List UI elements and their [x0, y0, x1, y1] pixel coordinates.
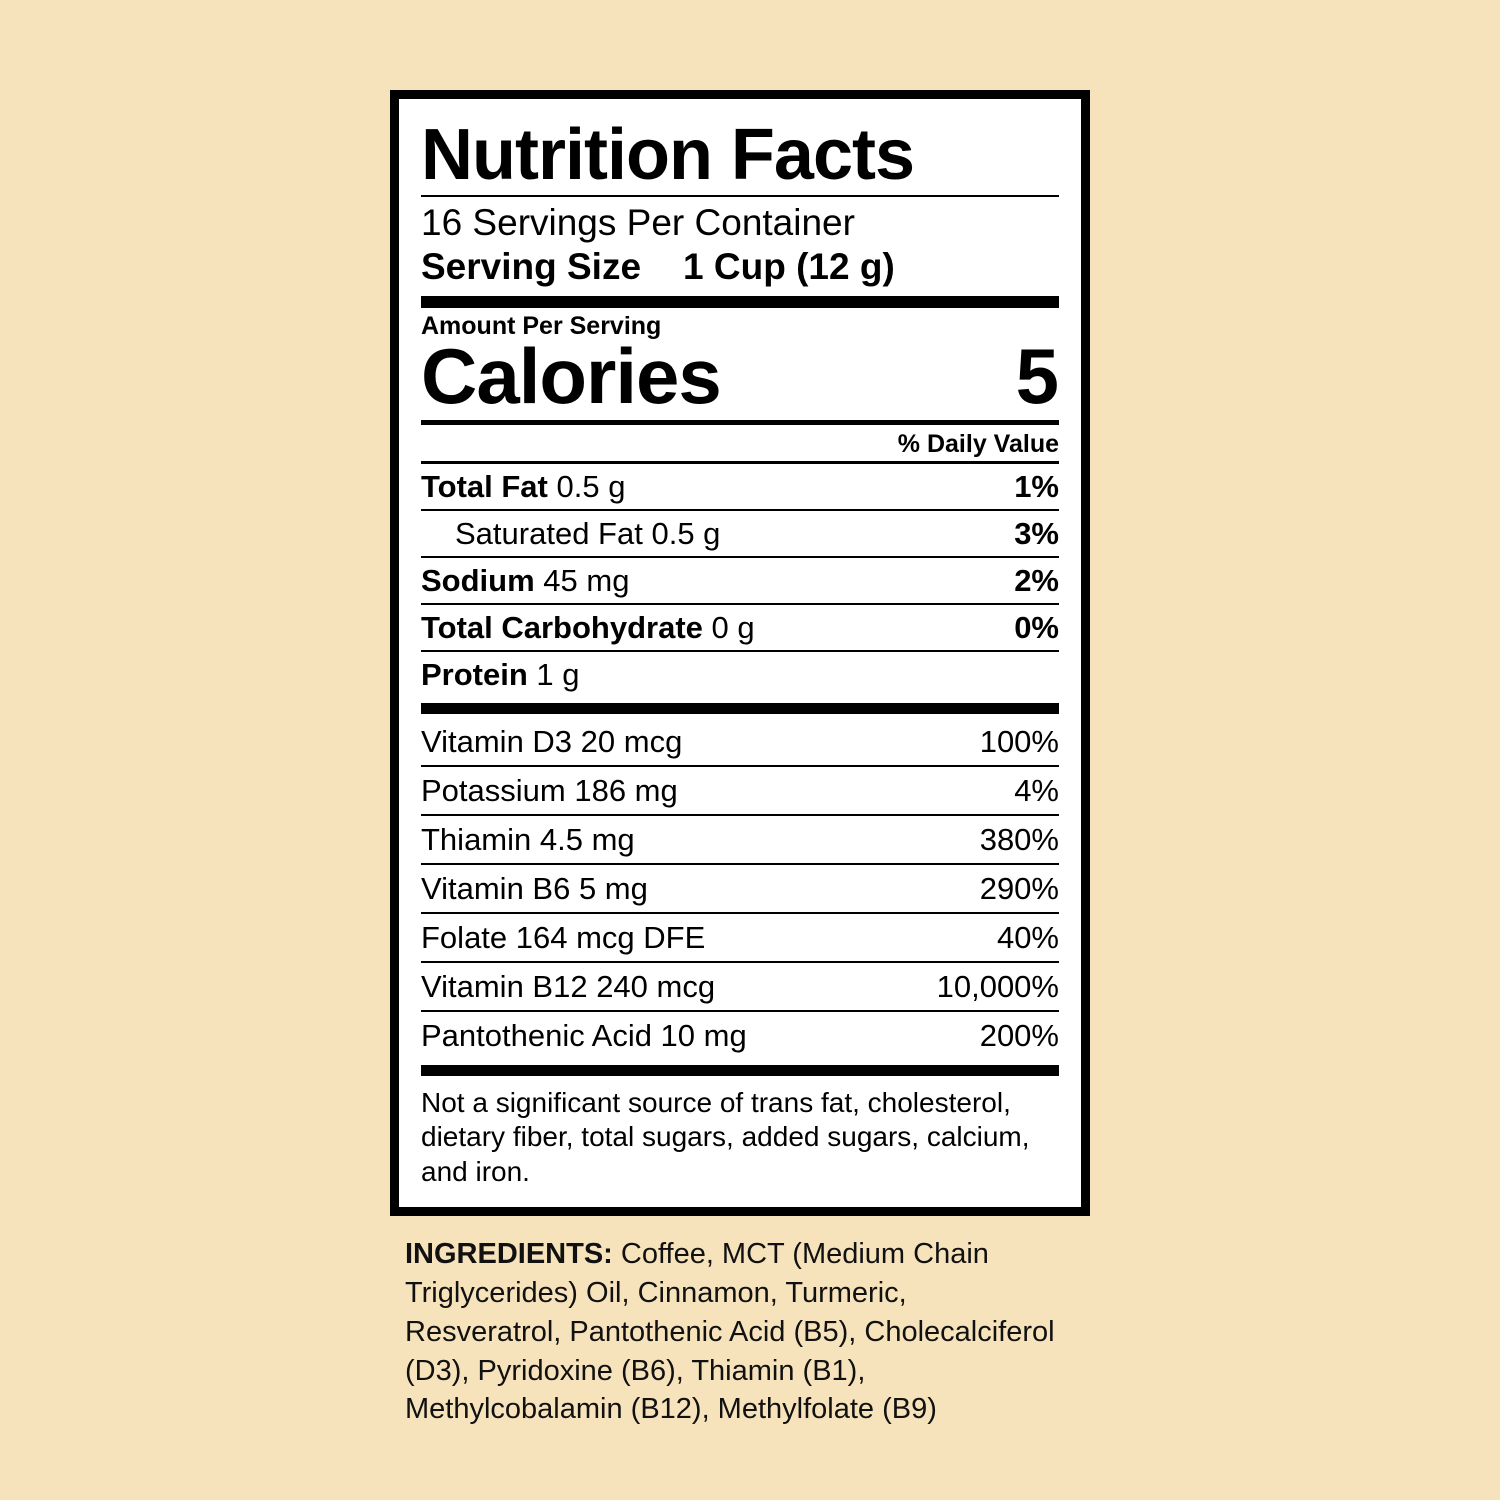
calories-label: Calories: [421, 332, 721, 421]
table-row: [421, 1010, 1059, 1059]
nutrition-facts-panel: [390, 90, 1090, 1216]
table-row: [421, 961, 1059, 1010]
nutrient-dv: 3%: [1014, 516, 1059, 552]
divider-above-footnote: [421, 1065, 1059, 1076]
vitamin-dv: 380%: [979, 822, 1059, 858]
ingredients-label: INGREDIENTS:: [405, 1238, 613, 1270]
vitamin-dv: 10,000%: [936, 969, 1059, 1005]
daily-value-header: % Daily Value: [897, 430, 1059, 459]
calories-row: [421, 332, 1059, 421]
vitamin-name: Vitamin B12 240 mcg: [421, 969, 716, 1005]
calories-value: 5: [1015, 332, 1059, 421]
nutrient-name: [421, 516, 720, 552]
nutrient-amount: 45 mg: [543, 563, 630, 599]
table-row: [421, 718, 1059, 765]
vitamin-name: Thiamin 4.5 mg: [421, 822, 635, 858]
table-row: [421, 765, 1059, 814]
vitamin-name: Pantothenic Acid 10 mg: [421, 1018, 747, 1054]
nutrient-name: [421, 563, 629, 599]
nutrient-dv: 0%: [1014, 610, 1059, 646]
nutrient-name: [421, 657, 580, 693]
ingredients-text: Coffee, MCT (Medium Chain Triglycerides) Oil, Cinnamon, Turmeric, Resveratrol, Pantothenic Acid (B5), Cholecalciferol (D3), Pyridoxine (B6), Thiamin (B1), Methylcobalamin (B12), Methylfolate (B9): [405, 1238, 1055, 1426]
divider-under-title: [421, 195, 1059, 197]
vitamin-dv: 40%: [996, 920, 1059, 956]
nutrient-amount: 0.5 g: [651, 516, 721, 552]
table-row: [421, 863, 1059, 912]
nutrient-amount: 0.5 g: [556, 469, 626, 505]
nutrient-name: [421, 469, 625, 505]
vitamin-name: Vitamin B6 5 mg: [421, 871, 648, 907]
nutrient-amount: 0 g: [711, 610, 755, 646]
nutrient-name-text: Sodium: [421, 563, 535, 599]
vitamin-name: Potassium 186 mg: [421, 773, 678, 809]
nutrient-amount: 1 g: [536, 657, 580, 693]
vitamin-dv: 4%: [1014, 773, 1059, 809]
vitamin-dv: 290%: [979, 871, 1059, 907]
serving-size-row: [421, 245, 1059, 289]
nutrient-name-text: Total Fat: [421, 469, 548, 505]
table-row: [421, 509, 1059, 556]
table-row: [421, 556, 1059, 603]
nutrient-list: [421, 461, 1059, 697]
vitamin-name: Folate 164 mcg DFE: [421, 920, 706, 956]
table-row: [421, 912, 1059, 961]
nutrient-name-text: Total Carbohydrate: [421, 610, 703, 646]
table-row: [421, 650, 1059, 697]
divider-under-calories: [421, 420, 1059, 425]
nutrient-name-text: Saturated Fat: [455, 516, 643, 552]
serving-size-value: 1 Cup (12 g): [683, 245, 895, 287]
serving-size-label: Serving Size: [421, 245, 642, 287]
footnote-text: Not a significant source of trans fat, cholesterol, dietary fiber, total sugars, added sugars, calcium, and iron.: [421, 1087, 1030, 1187]
divider-above-vitamins: [421, 703, 1059, 714]
page-title: Nutrition Facts: [421, 115, 915, 195]
vitamin-list: [421, 718, 1059, 1059]
ingredients-block: [405, 1235, 1065, 1429]
nutrient-dv: 1%: [1014, 469, 1059, 505]
vitamin-dv: 100%: [979, 724, 1059, 760]
nutrient-dv: 2%: [1014, 563, 1059, 599]
table-row: [421, 814, 1059, 863]
nutrient-name-text: Protein: [421, 657, 528, 693]
nutrient-name: [421, 610, 755, 646]
vitamin-dv: 200%: [979, 1018, 1059, 1054]
table-row: [421, 461, 1059, 509]
divider-thick-top: [421, 296, 1059, 308]
table-row: [421, 603, 1059, 650]
amount-per-serving-label: Amount Per Serving: [421, 312, 662, 341]
servings-per-container: 16 Servings Per Container: [421, 202, 855, 243]
vitamin-name: Vitamin D3 20 mcg: [421, 724, 683, 760]
